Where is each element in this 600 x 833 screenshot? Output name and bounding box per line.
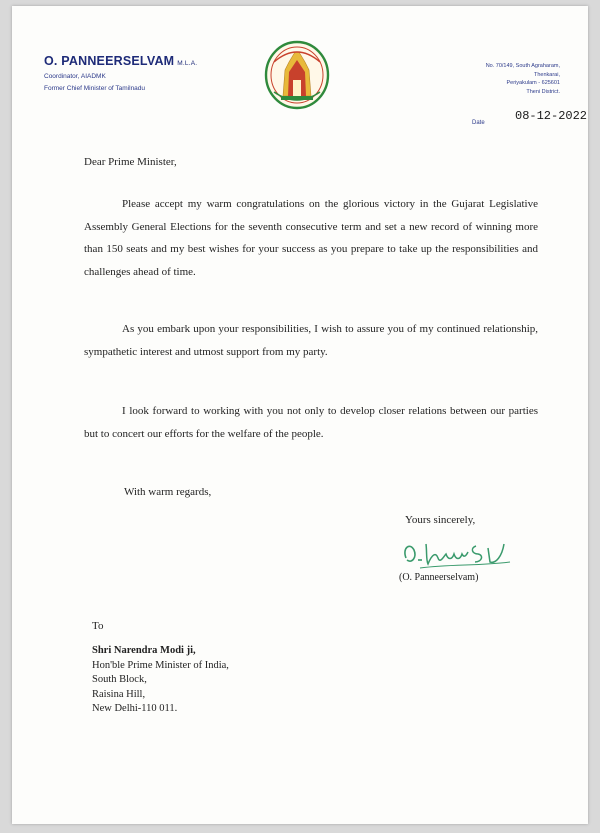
recipient-block [92, 644, 229, 717]
recipient-address-line: South Block, [92, 674, 147, 685]
address-line: Theni District. [526, 88, 560, 95]
date-label: Date [472, 120, 485, 126]
recipient-address-line: New Delhi-110 011. [92, 703, 178, 714]
letterhead-designation: Coordinator, AIADMK [44, 73, 106, 80]
recipient-address-line: Hon'ble Prime Minister of India, [92, 659, 229, 671]
letterhead-address [420, 62, 560, 96]
address-line: Periyakulam - 625601 [506, 80, 560, 86]
recipient-address-line: Raisina Hill, [92, 688, 146, 700]
closing: With warm regards, [124, 486, 212, 498]
letterhead-name: O. PANNEERSELVAM M.L.A. [44, 54, 198, 68]
paragraph-congratulations: Please accept my warm congratulations on the glorious victory in the Gujarat Legislative Assembly General Elections for the seventh consecutive term and set a new record of winning more than 150 seats and my best wishes for your success as you prepare to take up the responsibilities and challenges ahead of time. [84, 198, 538, 278]
signatory-name: (O. Panneerselvam) [399, 572, 479, 583]
letter-page [12, 6, 588, 824]
handwritten-signature [400, 530, 520, 574]
paragraph-support: As you embark upon your responsibilities, I wish to assure you of my continued relationship, sympathetic interest and utmost support from my party. [84, 323, 538, 358]
letterhead-name-suffix: M.L.A. [177, 60, 198, 67]
recipient-name: Shri Narendra Modi ji, [92, 645, 196, 656]
address-line: No. 70/149, South Agraharam, [485, 63, 560, 69]
letterhead-former-title: Former Chief Minister of Tamilnadu [44, 85, 146, 92]
letter-date: 08-12-2022 [515, 109, 588, 123]
to-label: To [92, 620, 104, 632]
sign-off: Yours sincerely, [405, 514, 476, 526]
tamil-nadu-emblem-icon [264, 40, 330, 110]
paragraph-cooperation: I look forward to working with you not only to develop closer relations between our parties but to concert our efforts for the welfare of the people. [84, 405, 538, 440]
salutation: Dear Prime Minister, [84, 156, 177, 168]
address-line: Thenkarai, [534, 71, 560, 78]
